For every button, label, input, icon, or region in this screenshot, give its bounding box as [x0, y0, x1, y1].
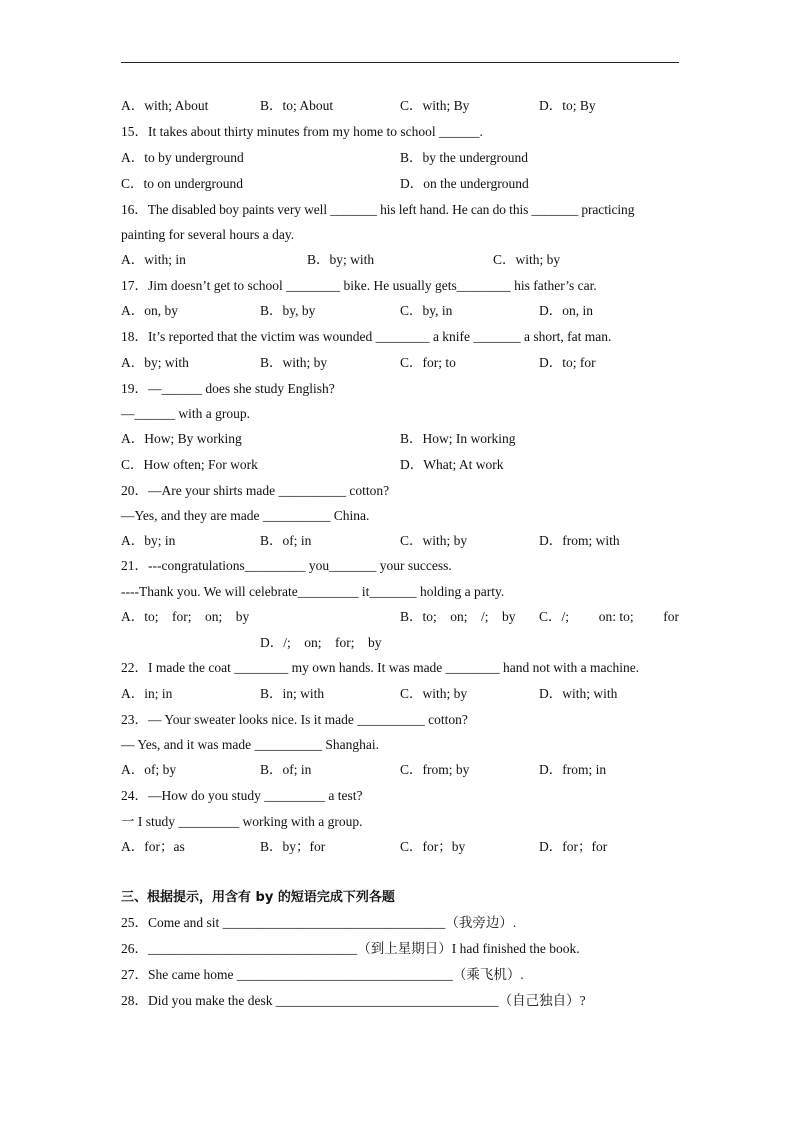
- q18-stem: 18．It’s reported that the victim was wounded ________ a knife _______ a short, fat man.: [121, 329, 612, 344]
- q22-stem: 22．I made the coat ________ my own hands. It was made ________ hand not with a machine.: [121, 660, 640, 675]
- q21-option-c-part2: on: to;: [598, 609, 634, 624]
- q16-stem-line2: painting for several hours a day.: [121, 227, 295, 242]
- q20-stem-line1: 20．—Are your shirts made __________ cotton?: [121, 483, 390, 498]
- q20-option-c: C．with; by: [400, 533, 468, 548]
- q23-option-a: A．of; by: [121, 762, 177, 777]
- q15-option-d: D．on the underground: [400, 176, 529, 191]
- q25-fill-in: 25．Come and sit _________________________________（我旁边）.: [121, 915, 517, 930]
- q24-option-a: A．for；as: [121, 839, 185, 854]
- q22-option-c: C．with; by: [400, 686, 468, 701]
- q22-option-a: A．in; in: [121, 686, 173, 701]
- q17-stem: 17．Jim doesn’t get to school ________ bike. He usually gets________ his father’s car.: [121, 278, 597, 293]
- q18-option-d: D．to; for: [539, 355, 596, 370]
- q21-option-c-part3: for: [663, 609, 679, 624]
- q18-option-b: B．with; by: [260, 355, 328, 370]
- q24-stem-line1: 24．—How do you study _________ a test?: [121, 788, 363, 803]
- q16-option-a: A．with; in: [121, 252, 186, 267]
- q19-option-c: C．How often; For work: [121, 457, 258, 472]
- q19-option-a: A．How; By working: [121, 431, 242, 446]
- q20-stem-line2: —Yes, and they are made __________ China.: [121, 508, 370, 523]
- q16-stem-line1: 16．The disabled boy paints very well _______ his left hand. He can do this _______ practicing: [121, 202, 635, 217]
- q21-stem-line2: ----Thank you. We will celebrate_________ it_______ holding a party.: [121, 584, 505, 599]
- q17-option-d: D．on, in: [539, 303, 593, 318]
- q20-option-b: B．of; in: [260, 533, 312, 548]
- q21-stem-line1: 21．---congratulations_________ you_______ your success.: [121, 558, 452, 573]
- q20-option-d: D．from; with: [539, 533, 620, 548]
- q23-stem-line1: 23．— Your sweater looks nice. Is it made __________ cotton?: [121, 712, 468, 727]
- q21-option-b: B．to; on; /; by: [400, 609, 516, 624]
- q23-option-c: C．from; by: [400, 762, 470, 777]
- section-3-title: 三、根据提示，用含有 by 的短语完成下列各题: [121, 890, 395, 905]
- q21-option-c: [539, 608, 679, 626]
- q24-stem-line2: 一 I study _________ working with a group.: [121, 814, 363, 829]
- q15-option-c: C．to on underground: [121, 176, 243, 191]
- q15-stem: 15．It takes about thirty minutes from my home to school ______.: [121, 124, 483, 139]
- q22-option-d: D．with; with: [539, 686, 618, 701]
- q26-fill-in: 26．_______________________________（到上星期日）I had finished the book.: [121, 941, 580, 956]
- q14-option-c: C．with; By: [400, 98, 470, 113]
- q14-option-b: B．to; About: [260, 98, 334, 113]
- q21-option-c-part1: C．/;: [539, 609, 570, 624]
- q17-option-a: A．on, by: [121, 303, 178, 318]
- q22-option-b: B．in; with: [260, 686, 325, 701]
- q14-option-d: D．to; By: [539, 98, 596, 113]
- q27-fill-in: 27．She came home ________________________________（乘飞机）.: [121, 967, 524, 982]
- q20-option-a: A．by; in: [121, 533, 176, 548]
- header-rule: [121, 62, 679, 63]
- q19-stem-line1: 19．—______ does she study English?: [121, 381, 335, 396]
- q23-option-d: D．from; in: [539, 762, 607, 777]
- q24-option-c: C．for；by: [400, 839, 466, 854]
- q21-option-d: D．/; on; for; by: [260, 635, 382, 650]
- q19-option-d: D．What; At work: [400, 457, 504, 472]
- q28-fill-in: 28．Did you make the desk _________________________________（自己独自）?: [121, 993, 586, 1008]
- q15-option-a: A．to by underground: [121, 150, 244, 165]
- q15-option-b: B．by the underground: [400, 150, 528, 165]
- q23-option-b: B．of; in: [260, 762, 312, 777]
- q17-option-c: C．by, in: [400, 303, 453, 318]
- q24-option-d: D．for；for: [539, 839, 608, 854]
- q24-option-b: B．by；for: [260, 839, 326, 854]
- q18-option-c: C．for; to: [400, 355, 456, 370]
- q17-option-b: B．by, by: [260, 303, 316, 318]
- q16-option-c: C．with; by: [493, 252, 561, 267]
- q16-option-b: B．by; with: [307, 252, 375, 267]
- q19-option-b: B．How; In working: [400, 431, 516, 446]
- q23-stem-line2: — Yes, and it was made __________ Shanghai.: [121, 737, 379, 752]
- q14-option-a: A．with; About: [121, 98, 209, 113]
- q18-option-a: A．by; with: [121, 355, 189, 370]
- q19-stem-line2: —______ with a group.: [121, 406, 250, 421]
- q21-option-a: A．to; for; on; by: [121, 609, 250, 624]
